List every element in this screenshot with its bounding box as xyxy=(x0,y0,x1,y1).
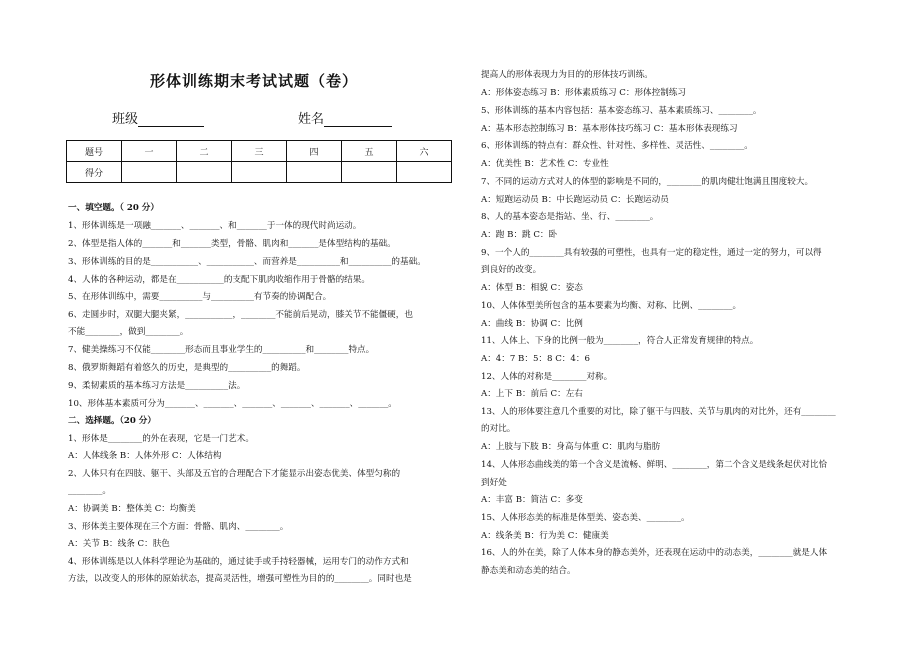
class-label: 班级 xyxy=(112,112,139,127)
right-question-line: 8、人的基本姿态是指站、坐、行、________。 xyxy=(481,212,659,222)
score-cell[interactable] xyxy=(122,162,177,183)
right-question-line: 5、形体训练的基本内容包括：基本姿态练习、基本素质练习、________。 xyxy=(481,106,762,116)
class-blank[interactable] xyxy=(138,112,204,127)
right-question-line: 10、人体体型美所包含的基本要素为均衡、对称、比例、________。 xyxy=(481,301,742,311)
left-question-line: 3、形体美主要体现在三个方面：骨骼、肌肉、________。 xyxy=(68,522,289,532)
left-question-line: 4、人体的各种运动，都是在___________的支配下肌肉收缩作用于骨骼的结果。 xyxy=(68,275,370,285)
right-option-line: A：丰富 B：简洁 C：多变 xyxy=(481,495,583,505)
right-question-line: 到良好的改变。 xyxy=(481,265,542,275)
left-option-line: A：关节 B：线条 C：肤色 xyxy=(68,539,170,549)
score-cell[interactable] xyxy=(342,162,397,183)
left-question-line: 2、人体只有在四肢、躯干、头部及五官的合理配合下才能显示出姿态优美、体型匀称的 xyxy=(68,469,401,479)
score-header-cell: 三 xyxy=(232,141,287,162)
left-question-line: 4、形体训练是以人体科学理论为基础的，通过徒手或手持轻器械，运用专门的动作方式和 xyxy=(68,557,409,567)
name-label: 姓名 xyxy=(298,112,325,127)
right-option-line: A：上肢与下肢 B：身高与体重 C：肌肉与脂肪 xyxy=(481,442,661,452)
right-question-line: 15、人体形态美的标准是体型美、姿态美、________。 xyxy=(481,513,690,523)
left-question-line: 1、形体是________的外在表现，它是一门艺术。 xyxy=(68,434,254,444)
right-option-line: A：优美性 B：艺术性 C：专业性 xyxy=(481,159,609,169)
right-option-line: A：跑 B：跳 C：卧 xyxy=(481,230,558,240)
right-option-line: A：形体姿态练习 B：形体素质练习 C：形体控制练习 xyxy=(481,88,687,98)
left-question-line: 3、形体训练的目的是___________、___________、而营养是__________和__________的基础。 xyxy=(68,257,426,267)
right-question-line: 提高人的形体表现力为目的的形体技巧训练。 xyxy=(481,70,653,80)
section-choice-heading: 二、选择题。（20 分） xyxy=(68,416,156,426)
score-header-cell: 一 xyxy=(122,141,177,162)
right-question-line: 12、人体的对称是________对称。 xyxy=(481,372,613,382)
right-question-line: 到好处 xyxy=(481,478,507,488)
score-value-row xyxy=(67,162,452,183)
right-option-line: A：线条美 B：行为美 C：健康美 xyxy=(481,531,609,541)
score-cell[interactable] xyxy=(177,162,232,183)
left-question-line: 方法，以改变人的形体的原始状态，提高灵活性，增强可塑性为目的的________。同时也是 xyxy=(68,574,412,584)
score-header-cell: 六 xyxy=(397,141,452,162)
name-field xyxy=(298,108,392,127)
right-question-line: 14、人体形态曲线美的第一个含义是流畅、鲜明、________，第二个含义是线条起伏对比恰 xyxy=(481,460,828,470)
score-table xyxy=(66,140,452,183)
name-blank[interactable] xyxy=(324,112,392,127)
score-cell[interactable] xyxy=(232,162,287,183)
left-question-line: 10、形体基本素质可分为_______、_______、_______、_______、_______、_______。 xyxy=(68,399,397,409)
score-header-cell: 题号 xyxy=(67,141,122,162)
left-question-line: 8、俄罗斯舞蹈有着悠久的历史，是典型的__________的舞蹈。 xyxy=(68,363,306,373)
score-cell[interactable] xyxy=(287,162,342,183)
right-question-line: 7、不同的运动方式对人的体型的影响是不同的，________的肌肉健壮饱满且围度较大。 xyxy=(481,177,814,187)
right-option-line: A：短跑运动员 B：中长跑运动员 C：长跑运动员 xyxy=(481,195,669,205)
left-option-line: A：人体线条 B：人体外形 C：人体结构 xyxy=(68,451,222,461)
left-question-line: 6、走圆步时，双腿大腿夹紧，___________，________不能前后晃动，膝关节不能僵硬，也 xyxy=(68,310,413,320)
score-cell[interactable] xyxy=(397,162,452,183)
right-question-line: 静态美和动态美的结合。 xyxy=(481,566,576,576)
left-option-line: A：协调美 B：整体美 C：均衡美 xyxy=(68,504,196,514)
left-question-line: 2、体型是指人体的_______和_______类型，骨骼、肌肉和_______是体型结构的基础。 xyxy=(68,239,396,249)
right-option-line: A：体型 B：相貌 C：姿态 xyxy=(481,283,583,293)
right-option-line: A：基本形态控制练习 B：基本形体技巧练习 C：基本形体表现练习 xyxy=(481,124,738,134)
left-question-line: 不能________，做到________。 xyxy=(68,327,189,337)
left-question-line: ________。 xyxy=(68,486,111,496)
left-question-line: 5、在形体训练中，需要__________与__________有节奏的协调配合。 xyxy=(68,292,332,302)
exam-title: 形体训练期末考试试题（卷） xyxy=(150,72,359,90)
score-row-label: 得分 xyxy=(67,162,122,183)
left-question-line: 7、健美操练习不仅能________形态而且事业学生的__________和________特点。 xyxy=(68,345,375,355)
right-question-line: 11、人体上、下身的比例一般为________，符合人正常发育规律的特点。 xyxy=(481,336,759,346)
score-header-row xyxy=(67,141,452,162)
section-fill-heading: 一、填空题。（ 20 分） xyxy=(68,203,159,213)
score-header-cell: 二 xyxy=(177,141,232,162)
score-header-cell: 四 xyxy=(287,141,342,162)
right-option-line: A：曲线 B：协调 C：比例 xyxy=(481,319,583,329)
right-question-line: 13、人的形体要注意几个重要的对比，除了躯干与四肢、关节与肌肉的对比外，还有________ xyxy=(481,407,836,417)
right-question-line: 16、人的外在美，除了人体本身的静态美外，还表现在运动中的动态美，________就是人体 xyxy=(481,548,828,558)
left-question-line: 9、柔韧素质的基本练习方法是__________法。 xyxy=(68,381,246,391)
right-option-line: A：上下 B：前后 C：左右 xyxy=(481,389,583,399)
class-field xyxy=(112,108,204,127)
left-question-line: 1、形体训练是一项融_______、_______、和_______于一体的现代时尚运动。 xyxy=(68,221,362,231)
right-question-line: 6、形体训练的特点有：群众性、针对性、多样性、灵活性、________。 xyxy=(481,141,753,151)
right-option-line: A：4：7 B：5：8 C：4：6 xyxy=(481,354,590,364)
score-header-cell: 五 xyxy=(342,141,397,162)
right-question-line: 的对比。 xyxy=(481,424,516,434)
right-question-line: 9、一个人的________具有较强的可塑性，也具有一定的稳定性，通过一定的努力，可以得 xyxy=(481,248,822,258)
